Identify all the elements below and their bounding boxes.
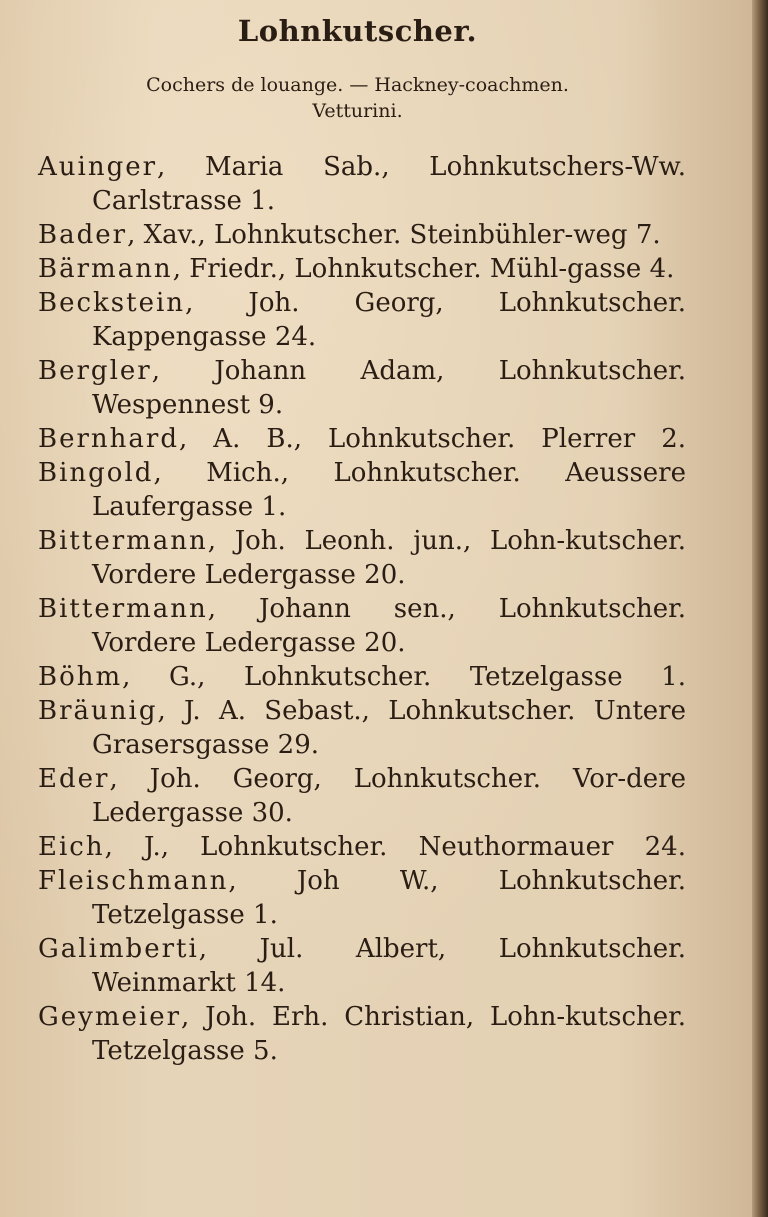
entry-details: , Joh. Georg, Lohnkutscher. Kappengasse 24. (92, 288, 686, 352)
entry-details: , Joh. Leonh. jun., Lohn-kutscher. Vordere Ledergasse 20. (92, 526, 686, 590)
entry-details: , Johann sen., Lohnkutscher. Vordere Ledergasse 20. (92, 594, 686, 658)
entry-details: , Joh. Georg, Lohnkutscher. Vor-dere Ledergasse 30. (92, 764, 686, 828)
entry-surname: Bittermann (38, 526, 208, 556)
entry-details: , G., Lohnkutscher. Tetzelgasse 1. (122, 662, 686, 692)
entry-surname: Böhm (38, 662, 123, 692)
entry-details: , Mich., Lohnkutscher. Aeussere Laufergasse 1. (92, 458, 686, 522)
entry-details: , Johann Adam, Lohnkutscher. Wespennest 9. (92, 356, 686, 420)
section-subtitle-translations: Cochers de louange. — Hackney-coachmen. (146, 74, 569, 96)
entry-surname: Geymeier (38, 1002, 182, 1032)
entry-list (38, 150, 686, 1068)
list-item-boehm (38, 660, 686, 694)
entry-surname: Bräunig (38, 696, 158, 726)
entry-details: , Jul. Albert, Lohnkutscher. Weinmarkt 14. (92, 934, 686, 998)
entry-surname: Bingold (38, 458, 154, 488)
list-item-bergler (38, 354, 686, 422)
list-item-braeunig (38, 694, 686, 762)
list-item-bader (38, 218, 686, 252)
list-item-bittermann-jun (38, 524, 686, 592)
list-item-geymeier (38, 1000, 686, 1068)
entry-surname: Galimberti (38, 934, 199, 964)
entry-surname: Bader (38, 220, 128, 250)
list-item-bernhard (38, 422, 686, 456)
entry-surname: Beckstein (38, 288, 186, 318)
list-item-eder (38, 762, 686, 830)
entry-surname: Eder (38, 764, 110, 794)
list-item-eich (38, 830, 686, 864)
section-title: Lohnkutscher. (237, 14, 478, 48)
section-subtitle-italian: Vetturini. (312, 100, 403, 122)
entry-surname: Bärmann (38, 254, 173, 284)
entry-surname: Eich (38, 832, 105, 862)
list-item-baermann (38, 252, 686, 286)
entry-details: , J. A. Sebast., Lohnkutscher. Untere Grasersgasse 29. (92, 696, 686, 760)
list-item-bingold (38, 456, 686, 524)
entry-surname: Bergler (38, 356, 152, 386)
entry-surname: Fleischmann (38, 866, 229, 896)
book-spine-edge (752, 0, 768, 1217)
entry-surname: Bittermann (38, 594, 208, 624)
entry-details: , Joh. Erh. Christian, Lohn-kutscher. Tetzelgasse 5. (92, 1002, 686, 1066)
list-item-fleischmann (38, 864, 686, 932)
entry-details: , J., Lohnkutscher. Neuthormauer 24. (104, 832, 686, 862)
entry-surname: Bernhard (38, 424, 179, 454)
entry-surname: Auinger (38, 152, 158, 182)
entry-details: , Friedr., Lohnkutscher. Mühl-gasse 4. (172, 254, 675, 284)
list-item-auinger (38, 150, 686, 218)
list-item-galimberti (38, 932, 686, 1000)
entry-details: , Joh W., Lohnkutscher. Tetzelgasse 1. (92, 866, 686, 930)
list-item-beckstein (38, 286, 686, 354)
entry-details: , Maria Sab., Lohnkutschers-Ww. Carlstrasse 1. (92, 152, 686, 216)
entry-details: , A. B., Lohnkutscher. Plerrer 2. (179, 424, 686, 454)
list-item-bittermann-sen (38, 592, 686, 660)
entry-details: , Xav., Lohnkutscher. Steinbühler-weg 7. (127, 220, 661, 250)
